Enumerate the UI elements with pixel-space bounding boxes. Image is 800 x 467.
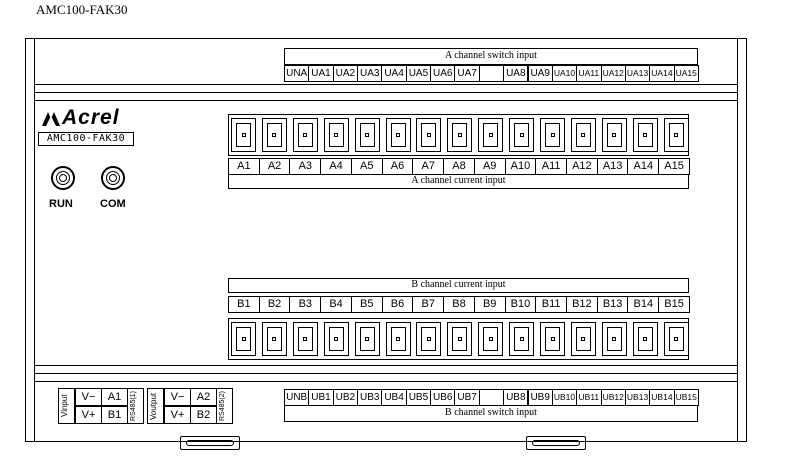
a-switch-terminal-ua4: UA4	[381, 65, 406, 82]
a-current-label-a13: A13	[597, 158, 629, 175]
power-block-2-port-label: RS485(2)	[219, 391, 226, 421]
b-current-label-b5: B5	[351, 296, 383, 313]
b-current-label-b13: B13	[597, 296, 629, 313]
a-switch-terminal-ua11: UA11	[576, 65, 601, 82]
a-switch-terminal-ua13: UA13	[625, 65, 650, 82]
diagram-title: AMC100-FAK30	[36, 2, 128, 17]
b-current-label-b10: B10	[505, 296, 537, 313]
a-switch-terminal-ua1: UA1	[308, 65, 333, 82]
a-current-label-a9: A9	[474, 158, 506, 175]
a-current-terminal-a8-icon	[447, 118, 472, 152]
a-switch-terminal-ua10: UA10	[552, 65, 577, 82]
b-current-terminal-b1-icon	[231, 322, 256, 356]
a-current-label-a11: A11	[535, 158, 567, 175]
b-current-label-b4: B4	[320, 296, 352, 313]
a-current-terminal-a5-icon	[355, 118, 380, 152]
a-switch-terminal-ua6: UA6	[430, 65, 455, 82]
b-current-terminal-b5-icon	[355, 322, 380, 356]
b-current-terminal-b13-icon	[602, 322, 627, 356]
power-block-1-top: A1	[101, 388, 128, 406]
b-current-terminal-b2-icon	[262, 322, 287, 356]
b-switch-terminal-unb: UNB	[284, 389, 309, 406]
com-led-icon	[101, 166, 125, 190]
b-current-terminal-b3-icon	[293, 322, 318, 356]
b-current-label-b12: B12	[566, 296, 598, 313]
b-switch-terminal-ub3: UB3	[357, 389, 382, 406]
a-current-label-a7: A7	[412, 158, 444, 175]
b-current-terminal-b9-icon	[478, 322, 503, 356]
b-switch-terminal-ub1: UB1	[308, 389, 333, 406]
a-current-terminal-a7-icon	[416, 118, 441, 152]
a-current-terminal-a4-icon	[324, 118, 349, 152]
a-switch-caption: A channel switch input	[445, 50, 537, 61]
b-current-label-b14: B14	[627, 296, 659, 313]
power-block-1-v-minus: V−	[75, 388, 102, 406]
b-current-terminal-b6-icon	[386, 322, 411, 356]
b-switch-terminal-ub4: UB4	[381, 389, 406, 406]
b-current-label-b6: B6	[382, 296, 414, 313]
b-current-terminal-b12-icon	[571, 322, 596, 356]
a-current-terminal-a10-icon	[509, 118, 534, 152]
power-block-2-top: A2	[190, 388, 217, 406]
a-current-label-a1: A1	[228, 158, 260, 175]
b-switch-terminal-ub5: UB5	[406, 389, 431, 406]
a-current-terminal-a3-icon	[293, 118, 318, 152]
b-current-terminal-b8-icon	[447, 322, 472, 356]
a-switch-terminal-ua8: UA8	[503, 65, 528, 82]
a-current-terminal-a11-icon	[540, 118, 565, 152]
b-switch-terminal-ub7: UB7	[454, 389, 479, 406]
power-block-1-side-label: Vinput	[60, 394, 69, 418]
a-current-caption: A channel current input	[411, 175, 506, 186]
a-switch-terminal-una: UNA	[284, 65, 309, 82]
power-block-2-v-minus: V−	[164, 388, 191, 406]
a-switch-terminal-ua5: UA5	[406, 65, 431, 82]
b-switch-terminal-ub8: UB8	[503, 389, 528, 406]
a-current-terminal-a15-icon	[664, 118, 689, 152]
b-current-label-b9: B9	[474, 296, 506, 313]
run-label: RUN	[49, 198, 73, 210]
power-block-2-side-label: Voutput	[149, 392, 158, 420]
power-block-2-v-plus: V+	[164, 406, 191, 424]
a-current-label-a10: A10	[505, 158, 537, 175]
b-current-label-b15: B15	[658, 296, 690, 313]
b-switch-terminal-ub14: UB14	[649, 389, 674, 406]
b-switch-terminal-ub11: UB11	[576, 389, 601, 406]
a-current-terminal-a9-icon	[478, 118, 503, 152]
a-current-label-a5: A5	[351, 158, 383, 175]
a-current-terminal-a1-icon	[231, 118, 256, 152]
b-switch-terminal-ub12: UB12	[601, 389, 626, 406]
b-current-terminal-b10-icon	[509, 322, 534, 356]
b-current-label-b2: B2	[259, 296, 291, 313]
b-switch-terminal-ub10: UB10	[552, 389, 577, 406]
b-current-label-b3: B3	[289, 296, 321, 313]
power-block-1-v-plus: V+	[75, 406, 102, 424]
b-switch-terminal-ub15: UB15	[674, 389, 699, 406]
com-label: COM	[100, 198, 126, 210]
a-switch-terminal-ua12: UA12	[601, 65, 626, 82]
a-switch-terminal-blank	[479, 65, 504, 82]
brand-name: Acrel	[62, 106, 120, 129]
right-rail	[737, 38, 747, 442]
a-current-label-a12: A12	[566, 158, 598, 175]
a-current-label-a6: A6	[382, 158, 414, 175]
b-current-terminal-b14-icon	[633, 322, 658, 356]
a-switch-terminal-ua14: UA14	[649, 65, 674, 82]
a-switch-terminal-ua9: UA9	[528, 65, 553, 82]
b-switch-terminal-ub13: UB13	[625, 389, 650, 406]
b-switch-caption: B channel switch input	[445, 407, 537, 418]
b-switch-terminal-blank	[479, 389, 504, 406]
b-current-label-b7: B7	[412, 296, 444, 313]
b-current-caption: B channel current input	[411, 279, 506, 290]
b-current-terminal-b4-icon	[324, 322, 349, 356]
b-current-terminal-b11-icon	[540, 322, 565, 356]
a-current-label-a8: A8	[443, 158, 475, 175]
b-current-label-b8: B8	[443, 296, 475, 313]
acrel-logo-icon	[40, 110, 62, 128]
b-switch-terminal-ub2: UB2	[333, 389, 358, 406]
a-switch-terminal-ua2: UA2	[333, 65, 358, 82]
a-current-terminal-a2-icon	[262, 118, 287, 152]
a-current-terminal-a13-icon	[602, 118, 627, 152]
power-block-1-bottom: B1	[101, 406, 128, 424]
b-switch-terminal-ub6: UB6	[430, 389, 455, 406]
a-current-label-a4: A4	[320, 158, 352, 175]
a-switch-terminal-ua15: UA15	[674, 65, 699, 82]
a-current-label-a3: A3	[289, 158, 321, 175]
a-current-terminal-a14-icon	[633, 118, 658, 152]
power-block-1-port-label: RS485(1)	[130, 391, 137, 421]
b-current-terminal-b15-icon	[664, 322, 689, 356]
a-current-terminal-a6-icon	[386, 118, 411, 152]
a-current-terminal-a12-icon	[571, 118, 596, 152]
power-block-2-bottom: B2	[190, 406, 217, 424]
b-current-terminal-b7-icon	[416, 322, 441, 356]
b-current-label-b11: B11	[535, 296, 567, 313]
a-current-label-a2: A2	[259, 158, 291, 175]
a-switch-terminal-ua3: UA3	[357, 65, 382, 82]
run-led-icon	[51, 166, 75, 190]
a-current-label-a14: A14	[627, 158, 659, 175]
b-switch-terminal-ub9: UB9	[528, 389, 553, 406]
b-current-label-b1: B1	[228, 296, 260, 313]
a-switch-terminal-ua7: UA7	[454, 65, 479, 82]
a-current-label-a15: A15	[658, 158, 690, 175]
